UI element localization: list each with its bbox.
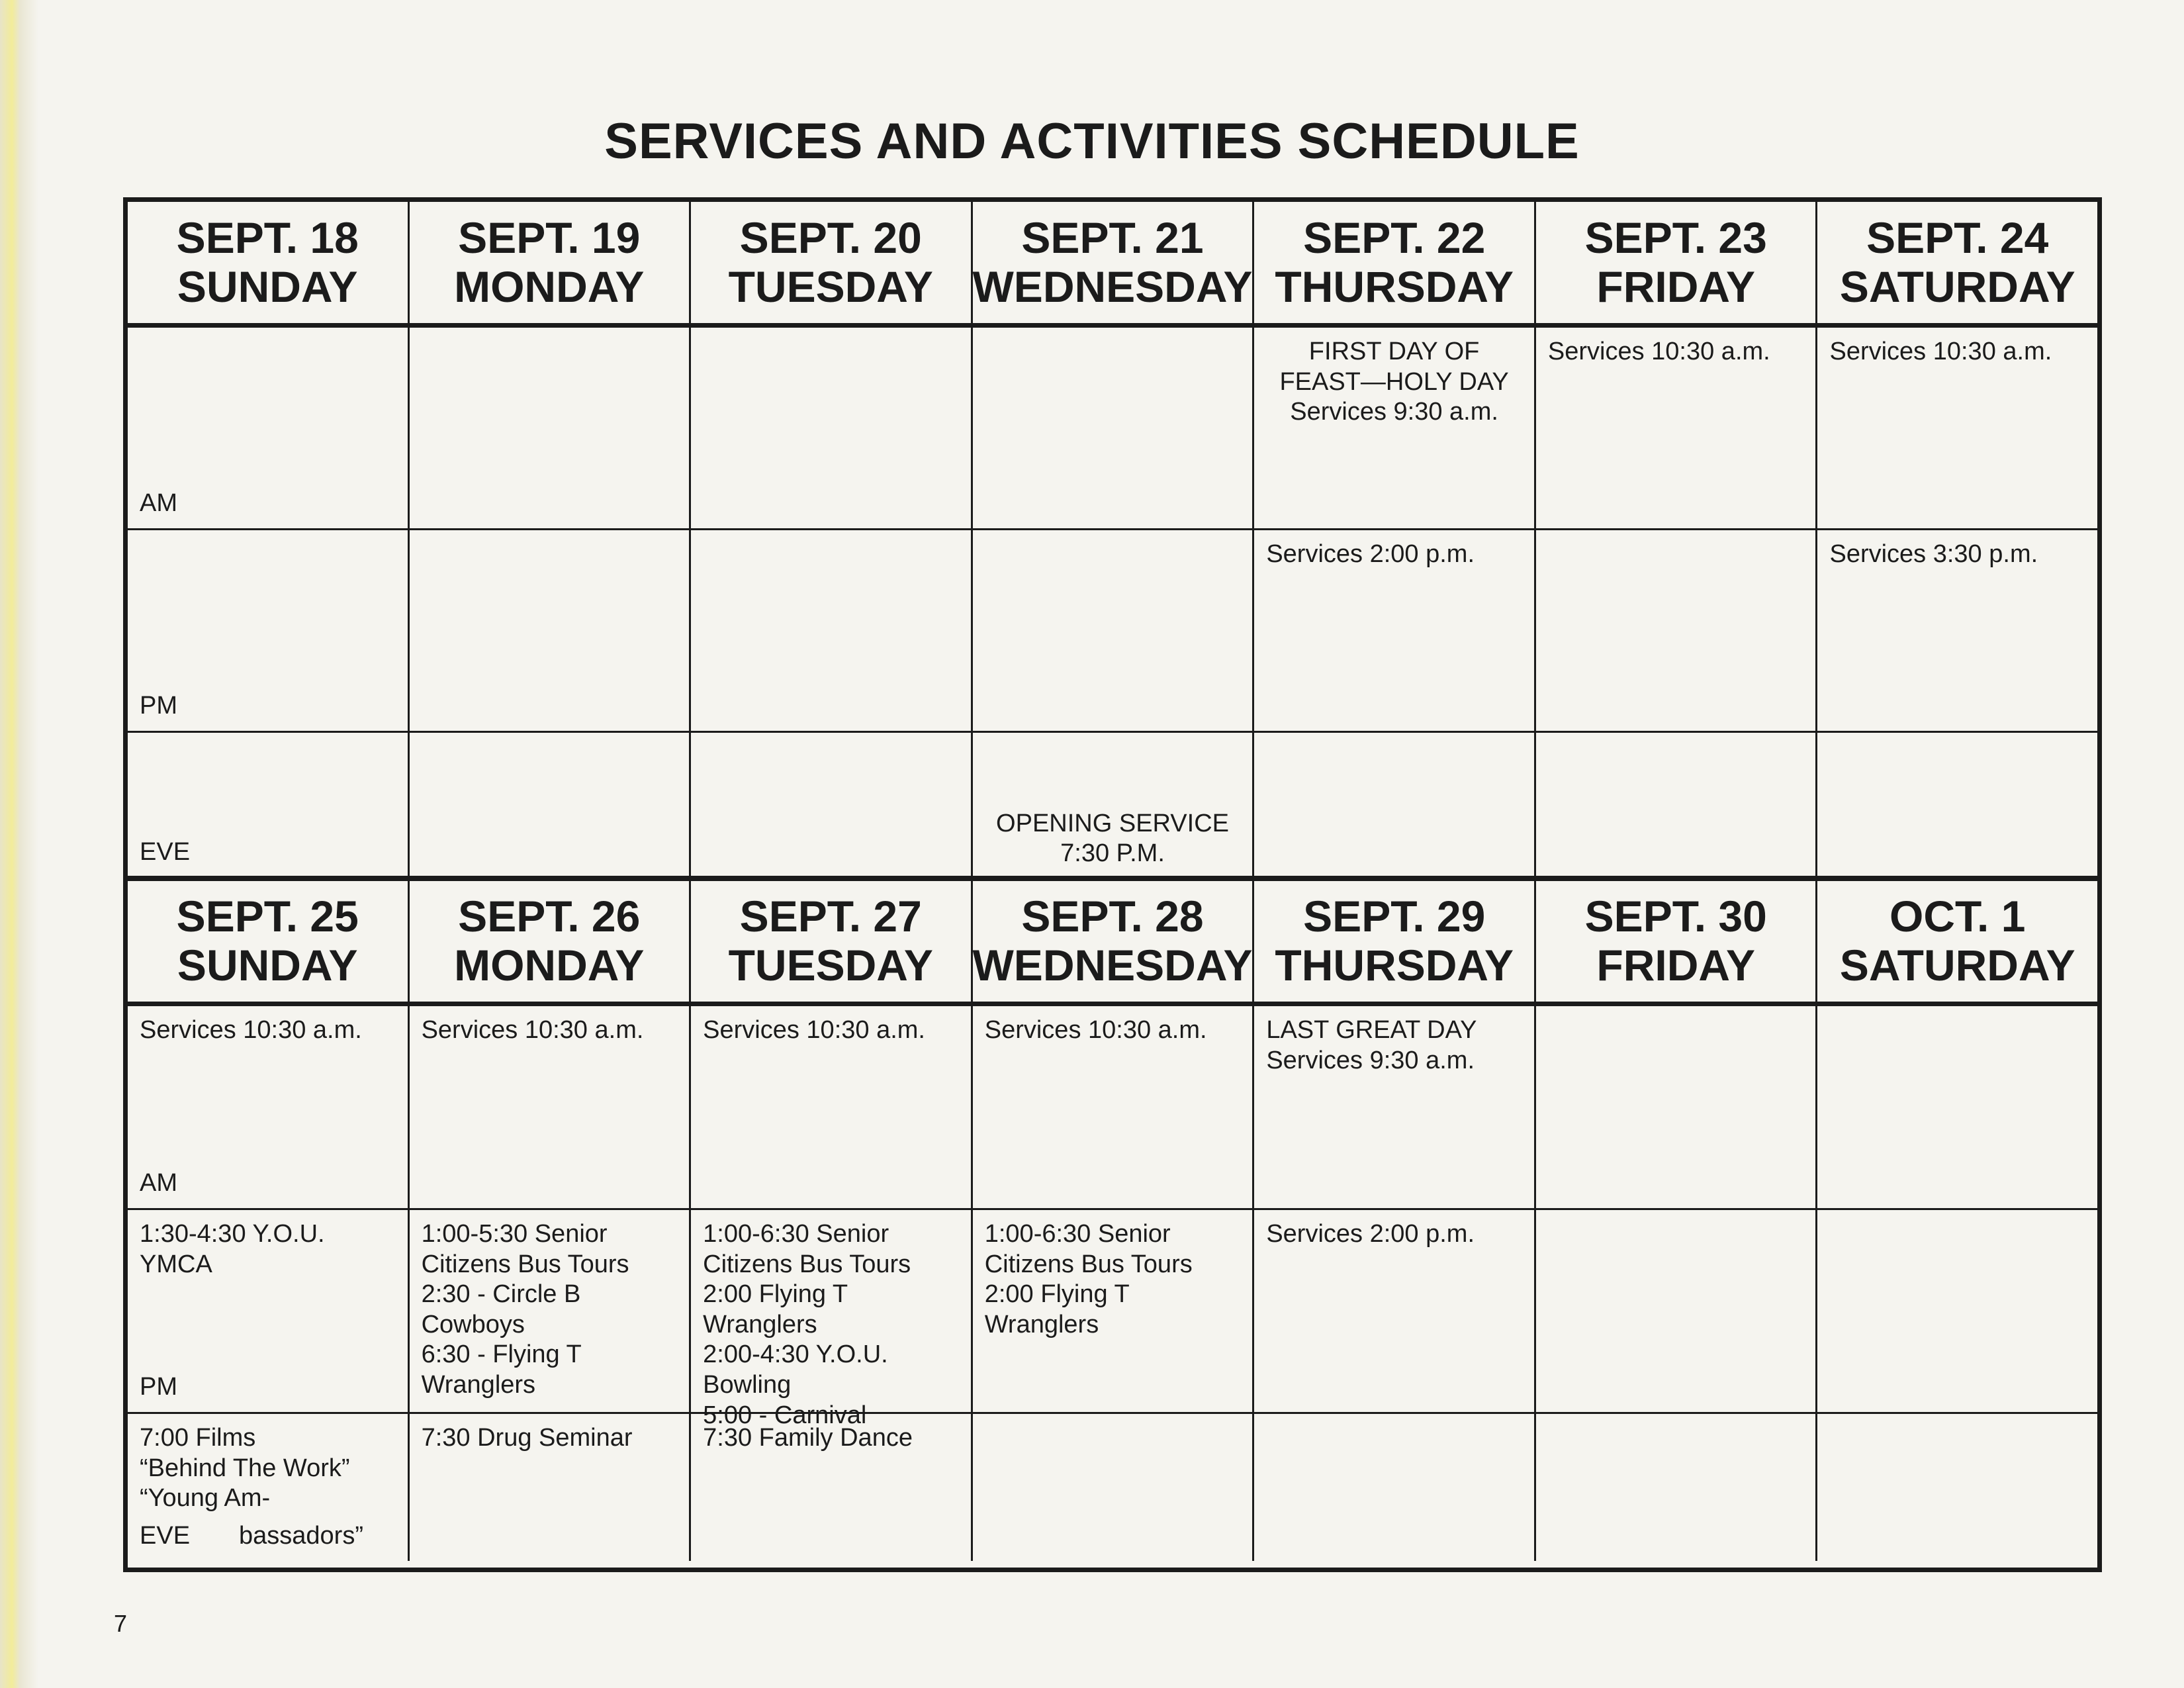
binding-edge: [0, 0, 38, 1688]
cell-text: 1:30-4:30 Y.O.U. YMCA: [140, 1220, 325, 1278]
eve-quote-tail: bassadors”: [239, 1522, 363, 1550]
day-name: WEDNESDAY: [972, 940, 1253, 990]
day-name: SUNDAY: [177, 261, 358, 311]
schedule-cell: [128, 1210, 408, 1412]
eve-row: [128, 733, 2097, 877]
am-row: [128, 1006, 2097, 1210]
schedule-cell: 1:00-6:30 Senior Citizens Bus Tours 2:00 Flying T Wranglers 2:00-4:30 Y.O.U. Bowling 5:00 - Carnival: [689, 1210, 971, 1412]
day-header: [1534, 880, 1816, 1002]
schedule-cell: FIRST DAY OF FEAST—HOLY DAY Services 9:30 a.m.: [1252, 328, 1534, 528]
day-name: SUNDAY: [177, 940, 358, 990]
slot-label-am: AM: [140, 1169, 177, 1197]
day-date: SEPT. 20: [739, 212, 922, 262]
day-name: MONDAY: [454, 940, 645, 990]
day-header: [1815, 880, 2097, 1002]
am-row: [128, 328, 2097, 530]
schedule-cell: [128, 328, 408, 528]
page-number: 7: [114, 1610, 128, 1637]
day-header: [408, 202, 690, 323]
schedule-cell: [1815, 1006, 2097, 1208]
pm-row: [128, 530, 2097, 733]
slot-label-am: AM: [140, 489, 177, 518]
day-date: SEPT. 21: [1021, 212, 1204, 262]
day-name: FRIDAY: [1596, 261, 1756, 311]
day-date: SEPT. 25: [176, 891, 359, 941]
schedule-cell: Services 2:00 p.m.: [1252, 1210, 1534, 1412]
day-date: SEPT. 26: [458, 891, 641, 941]
schedule-cell: [689, 328, 971, 528]
schedule-cell: Services 10:30 a.m.: [689, 1006, 971, 1208]
day-name: SATURDAY: [1839, 261, 2075, 311]
day-header: [689, 202, 971, 323]
day-date: OCT. 1: [1889, 891, 2026, 941]
schedule-cell: [971, 1414, 1253, 1561]
schedule-cell: Services 3:30 p.m.: [1815, 530, 2097, 731]
schedule-cell: [1252, 1414, 1534, 1561]
day-date: SEPT. 28: [1021, 891, 1204, 941]
week-2-header-row: [128, 880, 2097, 1006]
day-header: [1815, 202, 2097, 323]
day-header: [971, 202, 1253, 323]
week-1-header-row: [128, 202, 2097, 328]
day-header: [1534, 202, 1816, 323]
day-name: WEDNESDAY: [972, 261, 1253, 311]
page-title: SERVICES AND ACTIVITIES SCHEDULE: [604, 113, 1580, 169]
eve-row: [128, 1414, 2097, 1561]
day-name: TUESDAY: [728, 261, 933, 311]
day-date: SEPT. 18: [176, 212, 359, 262]
day-header: [1252, 880, 1534, 1002]
schedule-cell: 1:00-6:30 Senior Citizens Bus Tours 2:00 Flying T Wranglers: [971, 1210, 1253, 1412]
schedule-cell: [1815, 1414, 2097, 1561]
schedule-cell: [689, 530, 971, 731]
day-header: [689, 880, 971, 1002]
schedule-cell: [1252, 733, 1534, 877]
day-name: THURSDAY: [1275, 261, 1514, 311]
schedule-cell: [1815, 733, 2097, 877]
schedule-cell: [1534, 1210, 1816, 1412]
day-date: SEPT. 30: [1584, 891, 1767, 941]
slot-label-pm: PM: [140, 692, 177, 720]
schedule-cell: [971, 530, 1253, 731]
schedule-cell: [408, 530, 690, 731]
schedule-cell: Services 2:00 p.m.: [1252, 530, 1534, 731]
day-name: TUESDAY: [728, 940, 933, 990]
schedule-cell: [1815, 1210, 2097, 1412]
slot-label-eve: EVE: [140, 1522, 191, 1550]
schedule-cell: [1534, 733, 1816, 877]
day-date: SEPT. 24: [1866, 212, 2049, 262]
day-date: SEPT. 22: [1303, 212, 1486, 262]
schedule-cell: 7:30 Drug Seminar: [408, 1414, 690, 1561]
schedule-cell: 7:30 Family Dance: [689, 1414, 971, 1561]
day-date: SEPT. 19: [458, 212, 641, 262]
slot-label-eve: EVE: [140, 838, 191, 867]
opening-service-text: OPENING SERVICE 7:30 P.M.: [996, 809, 1229, 868]
schedule-cell: [128, 1414, 408, 1561]
schedule-cell: LAST GREAT DAY Services 9:30 a.m.: [1252, 1006, 1534, 1208]
day-header: [128, 880, 408, 1002]
schedule-cell: 1:00-5:30 Senior Citizens Bus Tours 2:30 - Circle B Cowboys 6:30 - Flying T Wranglers: [408, 1210, 690, 1412]
day-name: SATURDAY: [1839, 940, 2075, 990]
schedule-cell: [1534, 530, 1816, 731]
schedule-cell: Services 10:30 a.m.: [408, 1006, 690, 1208]
schedule-cell: Services 10:30 a.m.: [1815, 328, 2097, 528]
schedule-cell: [408, 733, 690, 877]
day-date: SEPT. 27: [739, 891, 922, 941]
day-header: [1252, 202, 1534, 323]
schedule-cell: [408, 328, 690, 528]
day-date: SEPT. 23: [1584, 212, 1767, 262]
day-name: THURSDAY: [1275, 940, 1514, 990]
day-header: [408, 880, 690, 1002]
schedule-cell: Services 10:30 a.m.: [971, 1006, 1253, 1208]
pm-row: [128, 1210, 2097, 1429]
day-date: SEPT. 29: [1303, 891, 1486, 941]
schedule-cell: [128, 1006, 408, 1208]
cell-text: 7:00 Films “Behind The Work” “Young Am-: [140, 1424, 350, 1513]
schedule-cell: [689, 733, 971, 877]
day-name: FRIDAY: [1596, 940, 1756, 990]
schedule-cell: [128, 733, 408, 877]
schedule-cell: [1534, 1006, 1816, 1208]
day-header: [128, 202, 408, 323]
schedule-week-2: [123, 876, 2102, 1572]
day-name: MONDAY: [454, 261, 645, 311]
schedule-cell: Services 10:30 a.m.: [1534, 328, 1816, 528]
schedule-cell: [971, 328, 1253, 528]
schedule-week-1: [123, 197, 2102, 881]
cell-text: Services 10:30 a.m.: [140, 1016, 362, 1044]
schedule-cell: [128, 530, 408, 731]
schedule-cell: [1534, 1414, 1816, 1561]
day-header: [971, 880, 1253, 1002]
slot-label-pm: PM: [140, 1373, 177, 1401]
schedule-cell: [971, 733, 1253, 877]
